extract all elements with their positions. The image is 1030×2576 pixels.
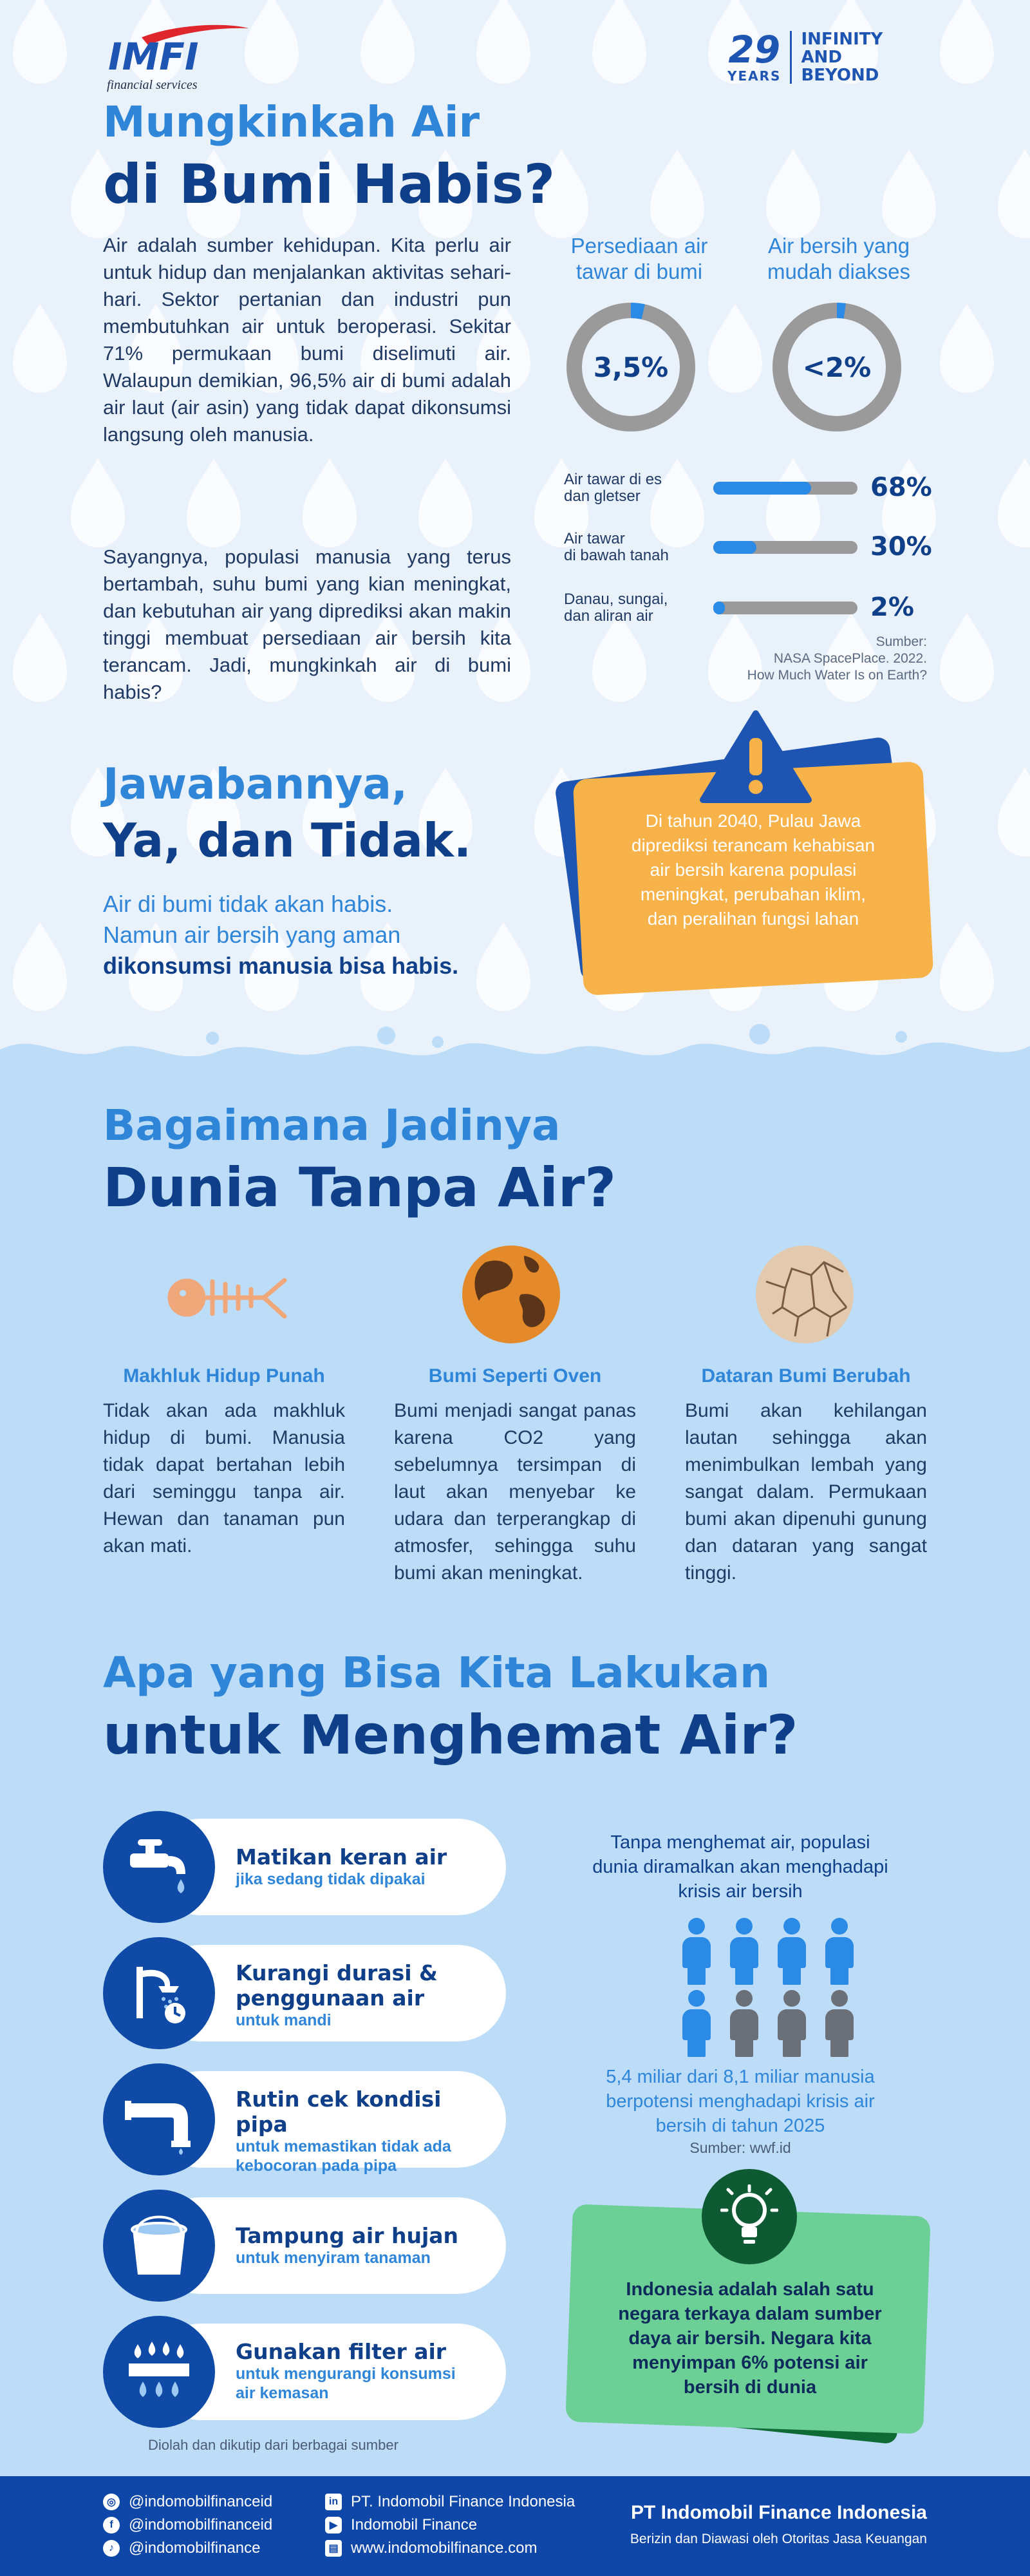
bar-track bbox=[713, 482, 857, 495]
water-drop-shape bbox=[360, 13, 415, 84]
company-logo bbox=[103, 23, 251, 94]
card-title: Bumi Seperti Oven bbox=[428, 1365, 602, 1387]
ring2-value: <2% bbox=[788, 318, 886, 416]
footer-facebook-text: @indomobilfinanceid bbox=[129, 2516, 273, 2533]
water-drop-shape bbox=[998, 167, 1030, 238]
bar-track bbox=[713, 601, 857, 614]
faucet-icon bbox=[103, 1811, 215, 1923]
person-icon bbox=[681, 1990, 712, 2057]
pipe-icon bbox=[103, 2063, 215, 2175]
tip-title-line1: Kurangi durasi & bbox=[236, 1960, 438, 1985]
source-note: Diolah dan dikutip dari berbagai sumber bbox=[148, 2437, 398, 2453]
person-icon bbox=[681, 1918, 712, 1985]
person-icon bbox=[824, 1918, 855, 1985]
water-drop-shape bbox=[71, 477, 125, 547]
person-icon bbox=[776, 1918, 807, 1985]
bar-value: 68% bbox=[870, 473, 932, 502]
stats-source-line3: How Much Water Is on Earth? bbox=[747, 668, 927, 683]
footer-linkedin-text: PT. Indomobil Finance Indonesia bbox=[351, 2493, 576, 2510]
fish-skeleton-icon bbox=[161, 1262, 290, 1333]
footer bbox=[0, 2476, 1030, 2576]
person-icon bbox=[729, 1918, 760, 1985]
water-drop-shape bbox=[476, 940, 530, 1011]
tip-subtitle-line2: kebocoran pada pipa bbox=[236, 2157, 397, 2175]
ring1-label-line2: tawar di bumi bbox=[576, 260, 703, 283]
website-icon: ▤ bbox=[325, 2540, 342, 2557]
water-drop-shape bbox=[187, 477, 241, 547]
freshwater-ring-chart bbox=[566, 303, 695, 431]
green-line2: negara terkaya dalam sumber bbox=[618, 2304, 882, 2324]
water-drop-shape bbox=[998, 786, 1030, 857]
bar-label-line2: dan aliran air bbox=[564, 607, 653, 625]
linkedin-icon: in bbox=[325, 2494, 342, 2510]
youtube-icon: ▶ bbox=[325, 2517, 342, 2533]
card-text: Bumi menjadi sangat panas karena CO2 yang sebelumnya tersimpan di laut akan menyebar ke udara dan terperangkap di atmosfer, sehingga suhu bumi akan meningkat. bbox=[394, 1400, 636, 1584]
anniversary-years: YEARS bbox=[727, 68, 782, 84]
crisis-stat bbox=[566, 2065, 914, 2138]
bar-label bbox=[564, 471, 662, 505]
green-line4: menyimpan 6% potensi air bbox=[632, 2353, 868, 2373]
warning-text bbox=[586, 809, 921, 931]
ring2-label-line2: mudah diakses bbox=[767, 260, 910, 283]
tip-subtitle-line1: untuk mengurangi konsumsi bbox=[236, 2365, 456, 2383]
footer-tiktok-text: @indomobilfinance bbox=[129, 2539, 261, 2557]
footer-tiktok[interactable] bbox=[103, 2539, 260, 2557]
intro-paragraph-1: Air adalah sumber kehidupan. Kita perlu air untuk hidup dan menjalankan aktivitas sehari-hari. Sektor pertanian dan industri pun membutuhkan air untuk beroperasi. Sekitar 71% permukaan bumi diselimuti air. Walaupun demikian, 96,5% air di bumi adalah air laut (air asin) yang tidak dapat dikonsumsi langsung oleh manusia. bbox=[103, 234, 511, 446]
tip-subtitle-line1: untuk memastikan tidak ada bbox=[236, 2137, 451, 2155]
answer-text-2: Namun air bersih yang aman bbox=[103, 922, 401, 948]
logo-tagline: financial services bbox=[107, 78, 198, 92]
tiktok-icon: ♪ bbox=[103, 2540, 120, 2557]
crisis-line1: Tanpa menghemat air, populasi bbox=[610, 1832, 870, 1853]
tip-text bbox=[236, 2223, 500, 2268]
cracked-ground-icon bbox=[753, 1243, 856, 1346]
bar-label-line2: dan gletser bbox=[564, 488, 641, 505]
intro-paragraph-2: Sayangnya, populasi manusia yang terus bertambah, suhu bumi yang kian meningkat, dan kebutuhan air yang diprediksi akan makin tinggi membuat persediaan air bersih kita terancam. Jadi, mungkinkah air di bumi habis? bbox=[103, 545, 511, 703]
crisis-line2: dunia diramalkan akan menghadapi bbox=[592, 1857, 888, 1877]
tip-subtitle: untuk menyiram tanaman bbox=[236, 2249, 431, 2267]
bar-label-line1: Danau, sungai, bbox=[564, 591, 668, 608]
bar-label-line1: Air tawar di es bbox=[564, 471, 662, 488]
shower-icon bbox=[103, 1937, 215, 2049]
stats-source bbox=[708, 634, 927, 684]
water-drop-shape bbox=[940, 322, 994, 393]
tip-title: Matikan keran air bbox=[236, 1844, 447, 1870]
water-drop-shape bbox=[766, 167, 820, 238]
water-drop-shape bbox=[940, 631, 994, 702]
bar-label bbox=[564, 591, 668, 625]
card-title: Makhluk Hidup Punah bbox=[123, 1365, 325, 1387]
tip-text bbox=[236, 2339, 500, 2403]
footer-linkedin[interactable] bbox=[325, 2493, 575, 2511]
card-text: Bumi akan kehilangan lautan sehingga akan menimbulkan lembah yang sangat dalam. Permukaan bumi akan dipenuhi gunung dan dataran yang sangat tinggi. bbox=[685, 1400, 927, 1584]
water-drop-shape bbox=[940, 13, 994, 84]
tip-subtitle: jika sedang tidak dipakai bbox=[236, 1870, 426, 1888]
bar-label-line1: Air tawar bbox=[564, 530, 625, 547]
section3-title-line1: Apa yang Bisa Kita Lakukan bbox=[103, 1648, 771, 1698]
tip-text bbox=[236, 1960, 500, 2030]
footer-company: PT Indomobil Finance Indonesia bbox=[630, 2502, 927, 2523]
tip-title: Rutin cek kondisi pipa bbox=[236, 2087, 442, 2137]
bar-fill bbox=[713, 541, 756, 554]
water-drop-shape bbox=[592, 631, 646, 702]
imfi-logo-mark bbox=[103, 23, 251, 75]
ring1-label bbox=[546, 233, 733, 285]
answer-title-line2: Ya, dan Tidak. bbox=[103, 813, 472, 867]
answer-text-3: dikonsumsi manusia bisa habis. bbox=[103, 952, 459, 979]
warning-line4: meningkat, perubahan iklim, bbox=[640, 884, 866, 904]
warning-icon bbox=[698, 708, 814, 805]
tip-text bbox=[236, 2087, 500, 2175]
section3-title-line2: untuk Menghemat Air? bbox=[103, 1703, 798, 1766]
crisis-stat-line2: berpotensi menghadapi krisis air bbox=[606, 2091, 875, 2112]
tip-subtitle-line2: air kemasan bbox=[236, 2384, 329, 2402]
anniversary-line2: AND bbox=[801, 48, 842, 67]
answer-title-line1: Jawabannya, bbox=[103, 759, 407, 809]
facebook-icon: f bbox=[103, 2517, 120, 2533]
tip-title: Gunakan filter air bbox=[236, 2339, 447, 2364]
svg-text:IMFI: IMFI bbox=[108, 35, 199, 75]
warning-line3: air bersih karena populasi bbox=[650, 860, 857, 880]
water-drop-shape bbox=[13, 631, 67, 702]
footer-youtube-text: Indomobil Finance bbox=[351, 2516, 478, 2533]
instagram-icon: ◎ bbox=[103, 2494, 120, 2510]
ring1-label-line1: Persediaan air bbox=[570, 234, 708, 258]
green-line3: daya air bersih. Negara kita bbox=[628, 2328, 872, 2349]
water-drop-shape bbox=[13, 13, 67, 84]
water-drop-shape bbox=[998, 477, 1030, 547]
footer-website-text: www.indomobilfinance.com bbox=[351, 2539, 538, 2557]
anniversary-line3: BEYOND bbox=[801, 66, 879, 85]
water-drop-shape bbox=[592, 13, 646, 84]
tip-title: Tampung air hujan bbox=[236, 2223, 459, 2248]
card-title: Dataran Bumi Berubah bbox=[701, 1365, 911, 1387]
crisis-intro bbox=[566, 1830, 914, 1904]
section1-title-line1: Mungkinkah Air bbox=[103, 97, 480, 147]
tip-title-line2: penggunaan air bbox=[236, 1985, 425, 2011]
person-icon bbox=[729, 1990, 760, 2057]
bar-value: 30% bbox=[870, 532, 932, 562]
ring1-value: 3,5% bbox=[582, 318, 680, 416]
bar-label-line2: di bawah tanah bbox=[564, 547, 669, 564]
warning-line5: dan peralihan fungsi lahan bbox=[647, 909, 859, 929]
water-drop-shape bbox=[882, 167, 936, 238]
water-drop-shape bbox=[476, 13, 530, 84]
water-drop-shape bbox=[940, 940, 994, 1011]
green-card-text bbox=[579, 2277, 921, 2400]
section1-title-line2: di Bumi Habis? bbox=[103, 153, 556, 216]
badge-divider bbox=[790, 31, 792, 84]
person-icon bbox=[776, 1990, 807, 2057]
footer-website[interactable] bbox=[325, 2539, 537, 2557]
ring2-label-line1: Air bersih yang bbox=[767, 234, 910, 258]
answer-text-1: Air di bumi tidak akan habis. bbox=[103, 891, 393, 917]
warning-line2: diprediksi terancam kehabisan bbox=[631, 835, 876, 855]
water-drop-shape bbox=[650, 167, 704, 238]
warning-line1: Di tahun 2040, Pulau Jawa bbox=[645, 811, 861, 831]
water-drop-shape bbox=[13, 940, 67, 1011]
bar-value: 2% bbox=[870, 592, 914, 622]
anniversary-badge bbox=[727, 28, 927, 86]
tip-subtitle: untuk mandi bbox=[236, 2011, 332, 2029]
crisis-stat-line3: bersih di tahun 2025 bbox=[655, 2116, 825, 2136]
footer-instagram[interactable] bbox=[103, 2493, 272, 2511]
footer-facebook[interactable] bbox=[103, 2516, 272, 2534]
water-drop-shape bbox=[708, 322, 762, 393]
crisis-source: Sumber: wwf.id bbox=[689, 2139, 791, 2156]
bar-track bbox=[713, 541, 857, 554]
anniversary-number: 29 bbox=[728, 28, 781, 71]
green-line5: bersih di dunia bbox=[683, 2377, 817, 2398]
footer-instagram-text: @indomobilfinanceid bbox=[129, 2493, 273, 2510]
clean-water-ring-chart bbox=[772, 303, 901, 431]
bar-fill bbox=[713, 482, 811, 495]
water-drop-shape bbox=[13, 322, 67, 393]
bar-label bbox=[564, 531, 669, 564]
water-drop-shape bbox=[303, 477, 357, 547]
water-drop-shape bbox=[245, 13, 299, 84]
stats-source-line2: NASA SpacePlace. 2022. bbox=[773, 651, 927, 666]
section2-title-line2: Dunia Tanpa Air? bbox=[103, 1156, 617, 1219]
ring2-label bbox=[745, 233, 932, 285]
tip-text bbox=[236, 1844, 500, 1889]
green-line1: Indonesia adalah salah satu bbox=[626, 2279, 874, 2300]
filter-icon bbox=[103, 2316, 215, 2428]
crisis-line3: krisis air bersih bbox=[678, 1881, 803, 1902]
crisis-stat-line1: 5,4 miliar dari 8,1 miliar manusia bbox=[606, 2067, 875, 2087]
water-drop-shape bbox=[418, 477, 473, 547]
bucket-icon bbox=[103, 2190, 215, 2302]
section2-title-line1: Bagaimana Jadinya bbox=[103, 1101, 561, 1150]
card-text: Tidak akan ada makhluk hidup di bumi. Manusia tidak dapat bertahan lebih dari seminggu tanpa air. Hewan dan tanaman pun akan mati. bbox=[103, 1400, 345, 1557]
hot-earth-icon bbox=[460, 1243, 563, 1346]
stats-source-line1: Sumber: bbox=[876, 634, 927, 649]
lightbulb-icon bbox=[702, 2169, 797, 2264]
person-icon bbox=[824, 1990, 855, 2057]
footer-youtube[interactable] bbox=[325, 2516, 477, 2534]
footer-regulator: Berizin dan Diawasi oleh Otoritas Jasa Keuangan bbox=[630, 2532, 927, 2546]
bar-fill bbox=[713, 601, 725, 614]
anniversary-line1: INFINITY bbox=[801, 30, 883, 49]
